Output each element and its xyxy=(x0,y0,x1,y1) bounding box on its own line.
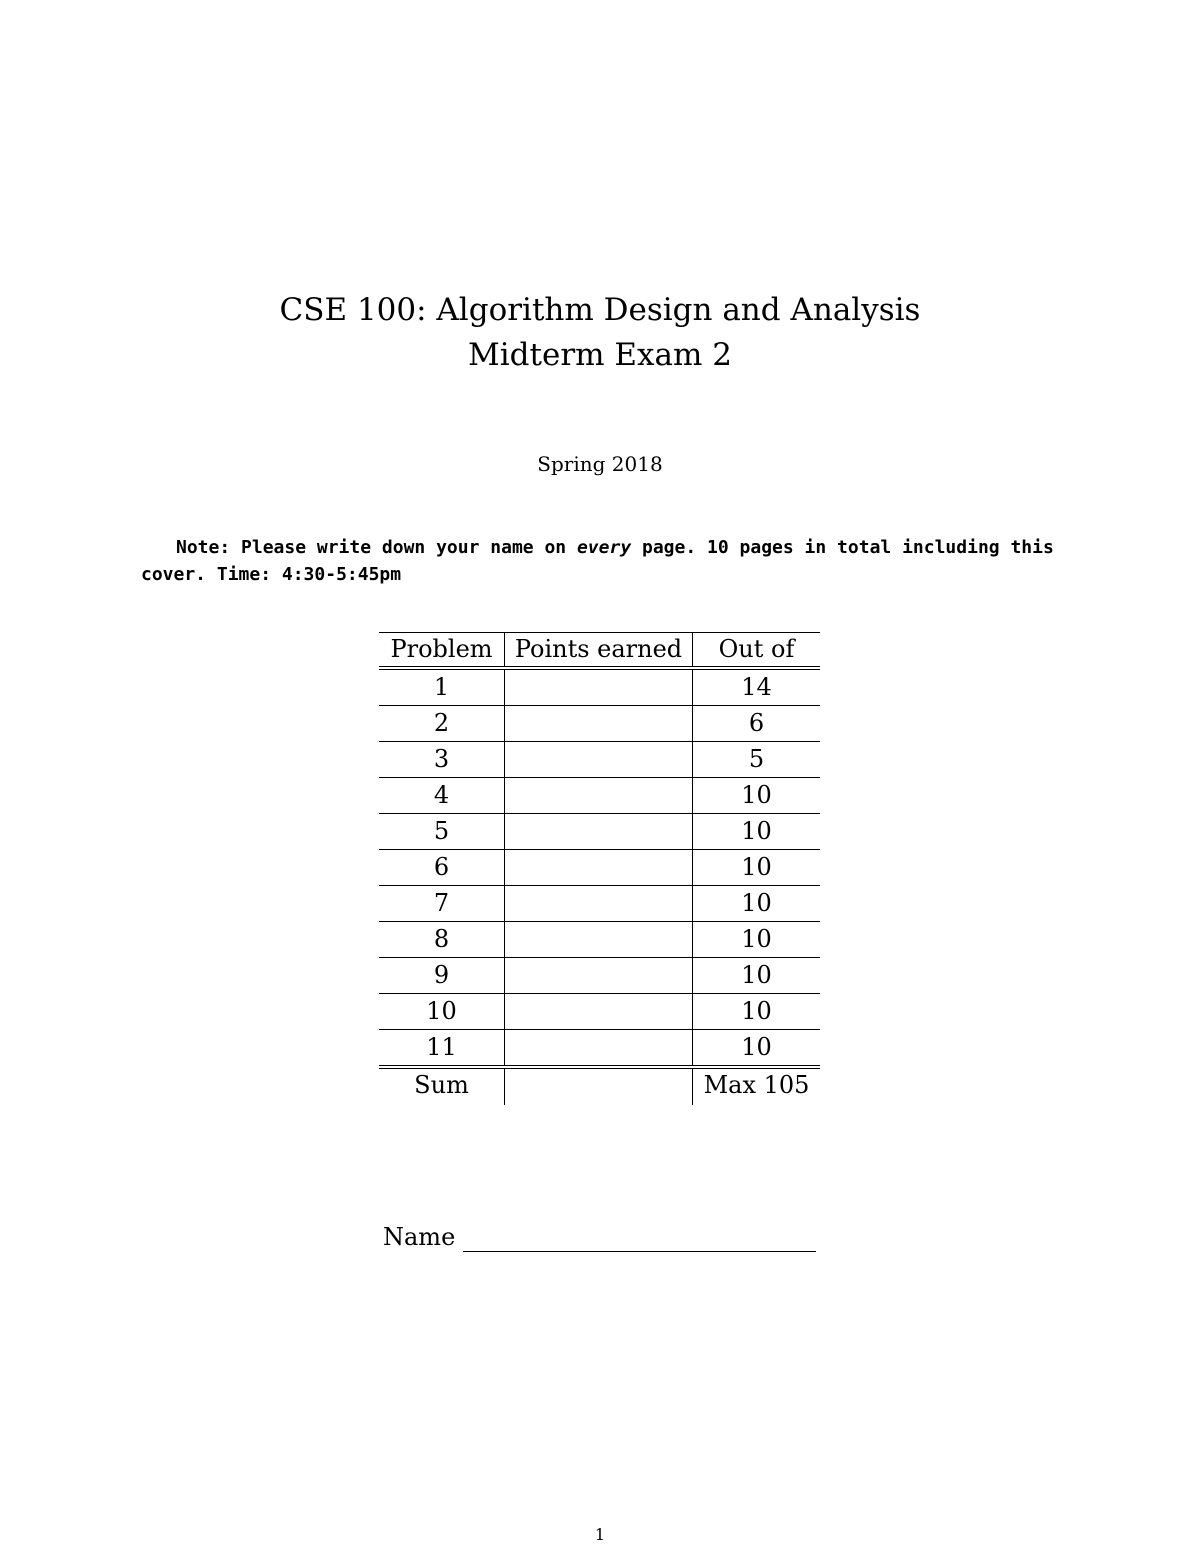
score-table xyxy=(379,632,820,1105)
out-of-cell: 10 xyxy=(693,994,821,1030)
page-number: 1 xyxy=(594,1525,606,1544)
points-earned-cell[interactable] xyxy=(505,778,693,814)
exam-note xyxy=(141,534,1066,588)
table-row xyxy=(379,994,820,1030)
table-row xyxy=(379,778,820,814)
problem-number: 11 xyxy=(426,1033,457,1061)
score-table-footer xyxy=(379,1067,820,1105)
out-of-cell: 10 xyxy=(693,1030,821,1068)
sum-points-earned xyxy=(505,1067,693,1105)
problem-number: 4 xyxy=(433,781,450,809)
problem-number: 6 xyxy=(433,853,450,881)
points-earned-cell[interactable] xyxy=(505,850,693,886)
problem-number: 10 xyxy=(426,997,457,1025)
problem-number: 7 xyxy=(433,889,450,917)
name-label: Name xyxy=(383,1223,456,1251)
out-of-cell: 10 xyxy=(693,958,821,994)
problem-number: 9 xyxy=(433,961,450,989)
points-earned-cell[interactable] xyxy=(505,1030,693,1068)
out-of-cell: 6 xyxy=(693,706,821,742)
max-total: Max 105 xyxy=(693,1067,821,1105)
out-of-cell: 10 xyxy=(693,850,821,886)
out-of-cell: 10 xyxy=(693,778,821,814)
table-row xyxy=(379,886,820,922)
header-points-earned: Points earned xyxy=(505,633,693,669)
points-earned-cell[interactable] xyxy=(505,958,693,994)
header-out-of: Out of xyxy=(693,633,821,669)
problem-number: 8 xyxy=(433,925,450,953)
points-earned-cell[interactable] xyxy=(505,742,693,778)
table-row xyxy=(379,1030,820,1068)
table-row xyxy=(379,668,820,706)
problem-number: 3 xyxy=(433,745,450,773)
name-field xyxy=(383,1222,816,1252)
points-earned-cell[interactable] xyxy=(505,668,693,706)
course-title: CSE 100: Algorithm Design and Analysis xyxy=(279,292,921,328)
exam-title: Midterm Exam 2 xyxy=(468,337,732,373)
exam-term: Spring 2018 xyxy=(537,452,663,476)
problem-number: 2 xyxy=(433,709,450,737)
out-of-cell: 10 xyxy=(693,922,821,958)
note-emphasis: every xyxy=(576,537,632,558)
note-lead: Note: Please write down your name on xyxy=(176,537,577,558)
problem-number: 5 xyxy=(433,817,450,845)
out-of-cell: 10 xyxy=(693,814,821,850)
table-row xyxy=(379,706,820,742)
out-of-cell: 10 xyxy=(693,886,821,922)
problem-number: 1 xyxy=(433,673,450,701)
sum-label: Sum xyxy=(414,1071,469,1099)
header-problem: Problem xyxy=(390,635,493,663)
table-row xyxy=(379,814,820,850)
note-rest: page. 10 pages in total including this cover. Time: 4:30-5:45pm xyxy=(141,537,1054,585)
points-earned-cell[interactable] xyxy=(505,886,693,922)
table-row xyxy=(379,958,820,994)
out-of-cell: 14 xyxy=(693,668,821,706)
out-of-cell: 5 xyxy=(693,742,821,778)
table-row xyxy=(379,922,820,958)
score-table-header xyxy=(379,633,820,669)
table-row xyxy=(379,850,820,886)
name-blank-line[interactable] xyxy=(463,1227,816,1252)
points-earned-cell[interactable] xyxy=(505,922,693,958)
points-earned-cell[interactable] xyxy=(505,706,693,742)
points-earned-cell[interactable] xyxy=(505,814,693,850)
points-earned-cell[interactable] xyxy=(505,994,693,1030)
table-row xyxy=(379,742,820,778)
